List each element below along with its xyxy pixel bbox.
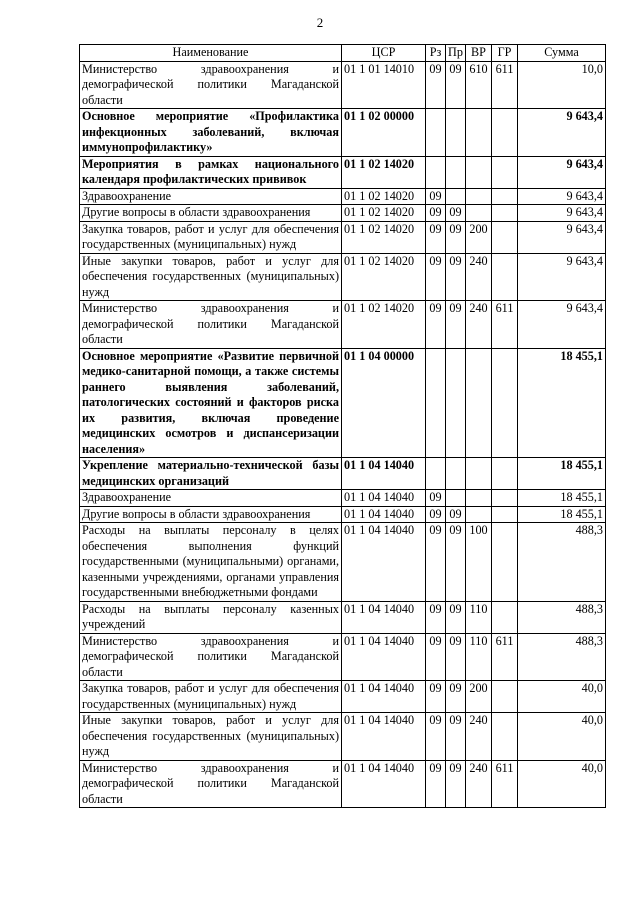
cell-sum: 9 643,4 bbox=[518, 221, 606, 253]
cell-rz: 09 bbox=[426, 681, 446, 713]
cell-csr: 01 1 02 14020 bbox=[342, 221, 426, 253]
cell-rz: 09 bbox=[426, 601, 446, 633]
cell-sum: 9 643,4 bbox=[518, 205, 606, 222]
cell-gr bbox=[492, 188, 518, 205]
cell-gr bbox=[492, 490, 518, 507]
cell-csr: 01 1 04 14040 bbox=[342, 633, 426, 681]
page-number: 2 bbox=[316, 15, 324, 30]
cell-csr: 01 1 02 00000 bbox=[342, 109, 426, 157]
cell-gr bbox=[492, 221, 518, 253]
cell-pr: 09 bbox=[446, 760, 466, 808]
cell-rz: 09 bbox=[426, 506, 446, 523]
table-row bbox=[80, 490, 606, 507]
cell-pr bbox=[446, 109, 466, 157]
cell-name: Расходы на выплаты персоналу казенных учреждений bbox=[80, 601, 342, 633]
cell-sum: 9 643,4 bbox=[518, 188, 606, 205]
cell-rz: 09 bbox=[426, 490, 446, 507]
table-row bbox=[80, 301, 606, 349]
cell-csr: 01 1 02 14020 bbox=[342, 301, 426, 349]
cell-name: Основное мероприятие «Развитие первичной медико-санитарной помощи, а также системы раннего выявления заболеваний, патологических состояний и факторов риска их развития, включая проведение медицинских осмотров и диспансеризации населения» bbox=[80, 348, 342, 458]
cell-csr: 01 1 04 14040 bbox=[342, 713, 426, 761]
cell-vr: 100 bbox=[466, 523, 492, 602]
table-row bbox=[80, 221, 606, 253]
cell-rz: 09 bbox=[426, 523, 446, 602]
cell-gr bbox=[492, 523, 518, 602]
cell-name: Основное мероприятие «Профилактика инфекционных заболеваний, включая иммунопрофилактику» bbox=[80, 109, 342, 157]
cell-rz: 09 bbox=[426, 61, 446, 109]
cell-csr: 01 1 04 14040 bbox=[342, 506, 426, 523]
cell-sum: 18 455,1 bbox=[518, 506, 606, 523]
cell-gr: 611 bbox=[492, 633, 518, 681]
cell-pr: 09 bbox=[446, 221, 466, 253]
cell-gr: 611 bbox=[492, 61, 518, 109]
cell-gr bbox=[492, 205, 518, 222]
header-vr: ВР bbox=[466, 45, 492, 62]
table-row bbox=[80, 760, 606, 808]
cell-rz: 09 bbox=[426, 633, 446, 681]
table-row bbox=[80, 348, 606, 458]
cell-sum: 40,0 bbox=[518, 681, 606, 713]
cell-name: Укрепление материально-технической базы медицинских организаций bbox=[80, 458, 342, 490]
cell-pr bbox=[446, 348, 466, 458]
cell-rz bbox=[426, 458, 446, 490]
cell-sum: 9 643,4 bbox=[518, 109, 606, 157]
cell-name: Министерство здравоохранения и демографической политики Магаданской области bbox=[80, 760, 342, 808]
cell-pr: 09 bbox=[446, 713, 466, 761]
cell-gr bbox=[492, 109, 518, 157]
cell-sum: 40,0 bbox=[518, 760, 606, 808]
header-gr: ГР bbox=[492, 45, 518, 62]
cell-csr: 01 1 04 14040 bbox=[342, 458, 426, 490]
cell-sum: 9 643,4 bbox=[518, 156, 606, 188]
cell-vr: 240 bbox=[466, 713, 492, 761]
cell-vr bbox=[466, 109, 492, 157]
header-rz: Рз bbox=[426, 45, 446, 62]
table-row bbox=[80, 713, 606, 761]
cell-name: Здравоохранение bbox=[80, 490, 342, 507]
cell-gr bbox=[492, 681, 518, 713]
cell-gr: 611 bbox=[492, 760, 518, 808]
cell-vr: 110 bbox=[466, 633, 492, 681]
cell-vr bbox=[466, 506, 492, 523]
cell-sum: 488,3 bbox=[518, 601, 606, 633]
budget-table bbox=[79, 44, 606, 808]
cell-vr bbox=[466, 348, 492, 458]
cell-name: Расходы на выплаты персоналу в целях обеспечения выполнения функций государственными (муниципальными) органами, казенными учреждениями, органами управления государственными внебюджетными фондами bbox=[80, 523, 342, 602]
cell-pr bbox=[446, 490, 466, 507]
cell-sum: 18 455,1 bbox=[518, 458, 606, 490]
cell-name: Иные закупки товаров, работ и услуг для обеспечения государственных (муниципальных) нужд bbox=[80, 713, 342, 761]
cell-pr: 09 bbox=[446, 681, 466, 713]
cell-rz: 09 bbox=[426, 713, 446, 761]
cell-name: Мероприятия в рамках национального календаря профилактических прививок bbox=[80, 156, 342, 188]
cell-gr bbox=[492, 458, 518, 490]
table-row bbox=[80, 61, 606, 109]
table-row bbox=[80, 188, 606, 205]
table-row bbox=[80, 601, 606, 633]
cell-pr: 09 bbox=[446, 523, 466, 602]
cell-vr bbox=[466, 205, 492, 222]
cell-csr: 01 1 04 14040 bbox=[342, 601, 426, 633]
cell-rz: 09 bbox=[426, 253, 446, 301]
cell-csr: 01 1 02 14020 bbox=[342, 156, 426, 188]
cell-rz bbox=[426, 348, 446, 458]
cell-sum: 9 643,4 bbox=[518, 253, 606, 301]
cell-name: Министерство здравоохранения и демографической политики Магаданской области bbox=[80, 633, 342, 681]
cell-pr: 09 bbox=[446, 601, 466, 633]
cell-sum: 9 643,4 bbox=[518, 301, 606, 349]
cell-vr: 110 bbox=[466, 601, 492, 633]
cell-vr bbox=[466, 490, 492, 507]
cell-vr: 240 bbox=[466, 301, 492, 349]
cell-gr bbox=[492, 601, 518, 633]
cell-sum: 40,0 bbox=[518, 713, 606, 761]
cell-name: Иные закупки товаров, работ и услуг для обеспечения государственных (муниципальных) нужд bbox=[80, 253, 342, 301]
cell-name: Закупка товаров, работ и услуг для обеспечения государственных (муниципальных) нужд bbox=[80, 221, 342, 253]
cell-csr: 01 1 01 14010 bbox=[342, 61, 426, 109]
cell-gr bbox=[492, 156, 518, 188]
table-body bbox=[80, 61, 606, 808]
cell-csr: 01 1 04 00000 bbox=[342, 348, 426, 458]
cell-gr bbox=[492, 713, 518, 761]
cell-pr: 09 bbox=[446, 61, 466, 109]
cell-pr: 09 bbox=[446, 205, 466, 222]
cell-rz: 09 bbox=[426, 301, 446, 349]
cell-vr: 200 bbox=[466, 221, 492, 253]
cell-sum: 10,0 bbox=[518, 61, 606, 109]
cell-pr: 09 bbox=[446, 633, 466, 681]
cell-csr: 01 1 02 14020 bbox=[342, 188, 426, 205]
cell-rz: 09 bbox=[426, 188, 446, 205]
cell-rz bbox=[426, 156, 446, 188]
table-row bbox=[80, 253, 606, 301]
cell-gr bbox=[492, 506, 518, 523]
cell-name: Министерство здравоохранения и демографической политики Магаданской области bbox=[80, 61, 342, 109]
cell-vr: 200 bbox=[466, 681, 492, 713]
cell-sum: 488,3 bbox=[518, 633, 606, 681]
cell-pr bbox=[446, 458, 466, 490]
cell-pr: 09 bbox=[446, 301, 466, 349]
cell-gr: 611 bbox=[492, 301, 518, 349]
table-row bbox=[80, 681, 606, 713]
cell-csr: 01 1 04 14040 bbox=[342, 681, 426, 713]
cell-vr: 240 bbox=[466, 760, 492, 808]
table-header-row bbox=[80, 45, 606, 62]
cell-name: Здравоохранение bbox=[80, 188, 342, 205]
table-row bbox=[80, 633, 606, 681]
cell-rz: 09 bbox=[426, 760, 446, 808]
cell-csr: 01 1 02 14020 bbox=[342, 253, 426, 301]
cell-sum: 488,3 bbox=[518, 523, 606, 602]
cell-sum: 18 455,1 bbox=[518, 348, 606, 458]
cell-vr bbox=[466, 188, 492, 205]
table-row bbox=[80, 523, 606, 602]
cell-gr bbox=[492, 348, 518, 458]
header-csr: ЦСР bbox=[342, 45, 426, 62]
cell-rz: 09 bbox=[426, 221, 446, 253]
header-sum: Сумма bbox=[518, 45, 606, 62]
cell-csr: 01 1 04 14040 bbox=[342, 490, 426, 507]
cell-vr: 240 bbox=[466, 253, 492, 301]
cell-pr bbox=[446, 156, 466, 188]
cell-pr bbox=[446, 188, 466, 205]
cell-rz: 09 bbox=[426, 205, 446, 222]
cell-name: Другие вопросы в области здравоохранения bbox=[80, 506, 342, 523]
table-row bbox=[80, 109, 606, 157]
header-name: Наименование bbox=[80, 45, 342, 62]
cell-pr: 09 bbox=[446, 253, 466, 301]
cell-csr: 01 1 04 14040 bbox=[342, 760, 426, 808]
cell-csr: 01 1 02 14020 bbox=[342, 205, 426, 222]
cell-gr bbox=[492, 253, 518, 301]
cell-vr bbox=[466, 156, 492, 188]
cell-name: Закупка товаров, работ и услуг для обеспечения государственных (муниципальных) нужд bbox=[80, 681, 342, 713]
header-pr: Пр bbox=[446, 45, 466, 62]
table-row bbox=[80, 205, 606, 222]
cell-vr: 610 bbox=[466, 61, 492, 109]
table-row bbox=[80, 506, 606, 523]
cell-name: Министерство здравоохранения и демографической политики Магаданской области bbox=[80, 301, 342, 349]
table-row bbox=[80, 458, 606, 490]
table-row bbox=[80, 156, 606, 188]
cell-rz bbox=[426, 109, 446, 157]
cell-vr bbox=[466, 458, 492, 490]
cell-name: Другие вопросы в области здравоохранения bbox=[80, 205, 342, 222]
cell-pr: 09 bbox=[446, 506, 466, 523]
cell-sum: 18 455,1 bbox=[518, 490, 606, 507]
cell-csr: 01 1 04 14040 bbox=[342, 523, 426, 602]
